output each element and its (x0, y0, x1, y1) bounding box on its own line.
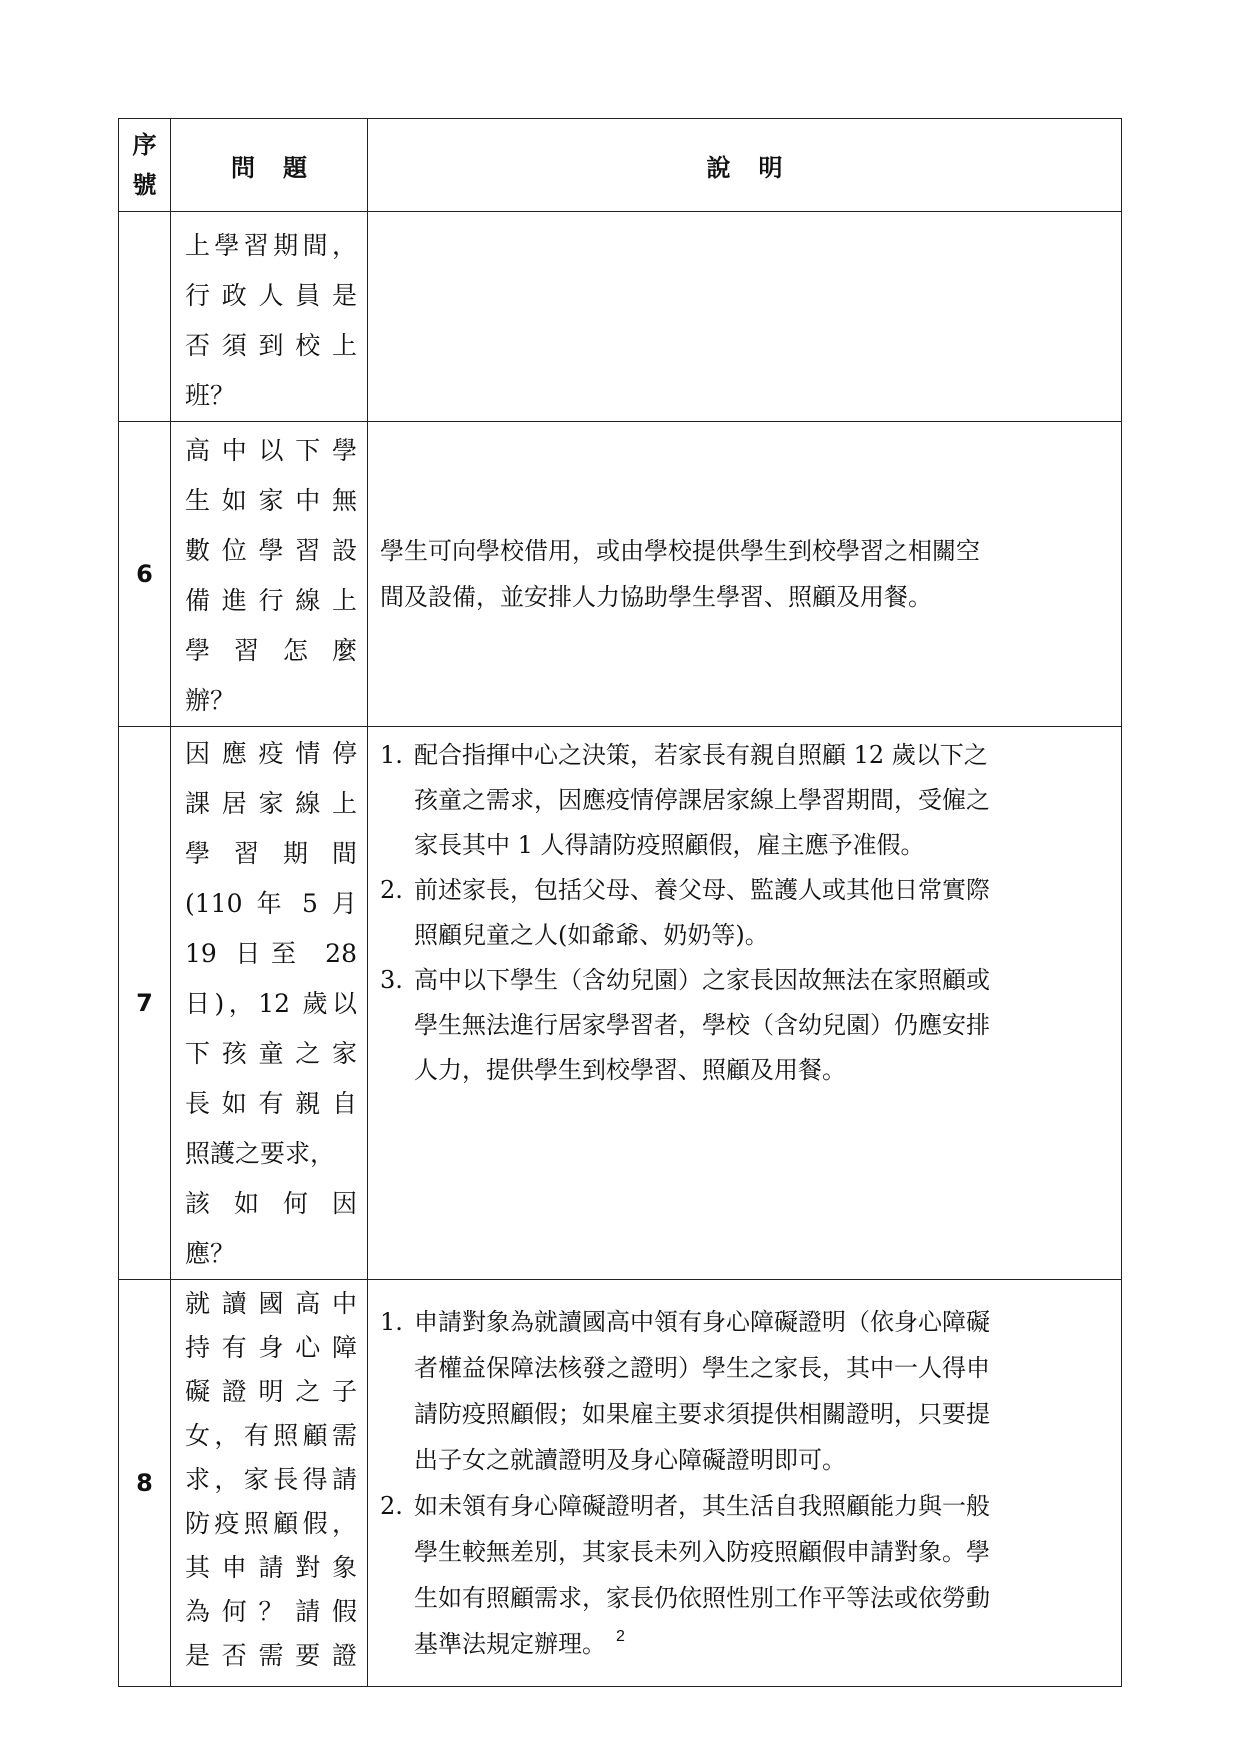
description-line: 如未領有身心障礙證明者，其生活自我照顧能力與一般 (414, 1492, 990, 1520)
header-question: 問題 (171, 119, 368, 212)
question-line: 19 日至 28 (185, 939, 357, 968)
description-line: 孩童之需求，因應疫情停課居家線上學習期間，受僱之 (414, 786, 990, 814)
row-number (119, 212, 171, 422)
header-number (119, 119, 171, 212)
faq-table (118, 118, 1122, 1687)
question-line: 辦？ (185, 686, 236, 715)
table-row (119, 1280, 1122, 1687)
question-line: 礙證明之子 (185, 1377, 357, 1406)
question-line: 生如家中無 (185, 486, 357, 515)
page-number: 2 (616, 1628, 625, 1645)
row-description (368, 212, 1122, 422)
description-line: 間及設備，並安排人力協助學生學習、照顧及用餐。 (380, 583, 932, 611)
list-item (380, 958, 1111, 1093)
description-line: 高中以下學生（含幼兒園）之家長因故無法在家照顧或 (414, 966, 990, 994)
row-description (368, 1280, 1122, 1687)
header-number-char-1: 序 (132, 131, 157, 159)
question-line: 行政人員是 (185, 281, 357, 310)
question-line: 高中以下學 (185, 436, 357, 465)
description-line: 基準法規定辦理。 (414, 1630, 606, 1658)
question-line: 其申請對象 (185, 1553, 357, 1582)
description-list (380, 1299, 1111, 1667)
table-row (119, 727, 1122, 1280)
list-marker: 1. (380, 1308, 403, 1336)
description-list (380, 733, 1111, 1093)
description-line: 前述家長，包括父母、養父母、監護人或其他日常實際 (414, 876, 990, 904)
question-line: 課居家線上 (185, 789, 357, 818)
description-line: 學生無法進行居家學習者，學校（含幼兒園）仍應安排 (414, 1011, 990, 1039)
question-line: (110 年 5 月 (185, 889, 357, 918)
list-marker: 2. (380, 1492, 403, 1520)
description-line: 請防疫照顧假；如果雇主要求須提供相關證明，只要提 (414, 1400, 990, 1428)
question-line: 數位學習設 (185, 536, 357, 565)
row-number: 6 (119, 422, 171, 727)
question-line: 女，有照顧需 (185, 1421, 357, 1450)
question-line: 備進行線上 (185, 586, 357, 615)
question-line: 長如有親自 (185, 1089, 357, 1118)
list-marker: 3. (380, 966, 403, 994)
question-line: 學習期間 (185, 839, 357, 868)
header-description: 說明 (368, 119, 1122, 212)
table-row (119, 422, 1122, 727)
description-line: 出子女之就讀證明及身心障礙證明即可。 (414, 1446, 846, 1474)
question-line: 否須到校上 (185, 331, 357, 360)
row-number: 7 (119, 727, 171, 1280)
question-line: 是否需要證 (185, 1641, 357, 1670)
table-header-row (119, 119, 1122, 212)
row-description (368, 727, 1122, 1280)
description-line: 家長其中 1 人得請防疫照顧假，雇主應予准假。 (414, 831, 925, 859)
question-line: 應？ (185, 1239, 236, 1268)
row-question (171, 212, 368, 422)
description-line: 照顧兒童之人(如爺爺、奶奶等)。 (414, 921, 769, 949)
list-marker: 2. (380, 876, 403, 904)
question-line: 上學習期間， (185, 231, 357, 260)
question-line: 該如何因 (185, 1189, 357, 1218)
list-item (380, 733, 1111, 868)
question-line: 持有身心障 (185, 1333, 357, 1362)
question-line: 班？ (185, 381, 236, 410)
description-line: 申請對象為就讀國高中領有身心障礙證明（依身心障礙 (414, 1308, 990, 1336)
question-line: 下孩童之家 (185, 1039, 357, 1068)
row-question (171, 1280, 368, 1687)
question-line: 因應疫情停 (185, 739, 357, 768)
list-item (380, 1299, 1111, 1483)
list-marker: 1. (380, 741, 403, 769)
description-line: 配合指揮中心之決策，若家長有親自照顧 12 歲以下之 (414, 741, 988, 769)
question-line: 學習怎麼 (185, 636, 357, 665)
question-line: 就讀國高中 (185, 1289, 357, 1318)
list-item (380, 868, 1111, 958)
row-question (171, 727, 368, 1280)
question-line: 為何？請假 (185, 1597, 357, 1626)
row-number: 8 (119, 1280, 171, 1687)
row-question (171, 422, 368, 727)
question-line: 日)，12 歲以 (185, 989, 357, 1018)
row-description (368, 422, 1122, 727)
question-line: 照護之要求， (185, 1139, 336, 1168)
description-line: 者權益保障法核發之證明）學生之家長，其中一人得申 (414, 1354, 990, 1382)
description-line: 人力，提供學生到校學習、照顧及用餐。 (414, 1056, 846, 1084)
header-number-char-2: 號 (132, 171, 157, 199)
description-line: 學生可向學校借用，或由學校提供學生到校學習之相關空 (380, 537, 980, 565)
description-line: 學生較無差別，其家長未列入防疫照顧假申請對象。學 (414, 1538, 990, 1566)
question-line: 求，家長得請 (185, 1465, 357, 1494)
description-line: 生如有照顧需求，家長仍依照性別工作平等法或依勞動 (414, 1584, 990, 1612)
question-line: 防疫照顧假， (185, 1509, 357, 1538)
table-row (119, 212, 1122, 422)
